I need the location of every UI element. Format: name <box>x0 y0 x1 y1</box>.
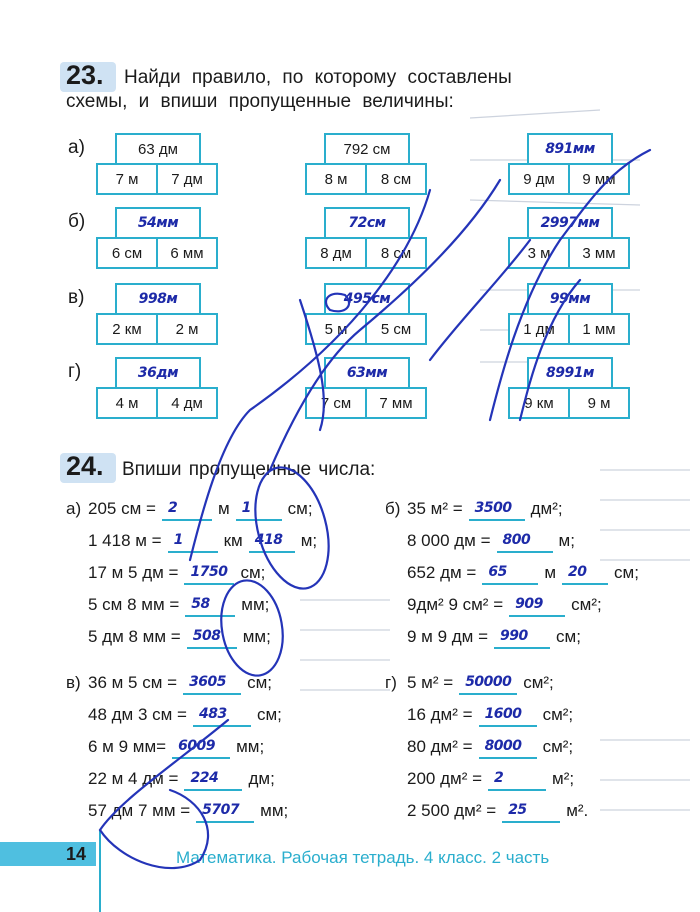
scheme-left-cell: 6 см <box>96 237 158 269</box>
ex24-text: см; <box>614 563 639 582</box>
scheme-top-text: 54мм <box>137 215 179 231</box>
scheme-top-text: 891мм <box>545 141 595 157</box>
ex24-text: см; <box>247 673 272 692</box>
ex24-text: 9дм² 9 см² = <box>407 595 504 614</box>
scheme-right-cell: 8 см <box>365 237 427 269</box>
scheme-right-cell: 9 м <box>568 387 630 419</box>
ex24-text: м; <box>300 531 318 550</box>
ex24-text: 16 дм² = <box>407 705 473 724</box>
scheme-right-cell: 2 м <box>156 313 218 345</box>
ex24-section-label: б) <box>385 499 401 518</box>
ex24-text: 35 м² = <box>407 499 463 518</box>
ex23-row-label: г) <box>68 361 82 382</box>
ex24-text: 48 дм 3 см = <box>88 705 187 724</box>
ex24-section-label: в) <box>66 673 81 692</box>
ex24-text: см²; <box>523 673 554 692</box>
scheme-left-cell: 7 см <box>305 387 367 419</box>
ex24-text: 57 дм 7 мм = <box>88 801 191 820</box>
scheme-top-text: 63мм <box>346 365 388 381</box>
scheme-right-cell: 3 мм <box>568 237 630 269</box>
scheme-right-cell: 7 дм <box>156 163 218 195</box>
handwritten-answer: 1600 <box>484 706 522 722</box>
scheme-right-cell: 9 мм <box>568 163 630 195</box>
ex24-section-label: г) <box>385 673 397 692</box>
ex24-text: 5 м² = <box>407 673 454 692</box>
scheme-top-answer[interactable] <box>527 207 613 239</box>
handwritten-answer: 483 <box>198 706 227 722</box>
scheme-top-answer[interactable] <box>115 357 201 389</box>
ex23-row-label: в) <box>68 287 85 308</box>
ex24-text: 1 418 м = <box>88 531 162 550</box>
ex24-text: дм²; <box>530 499 563 518</box>
ex24-text: 200 дм² = <box>407 769 483 788</box>
scheme-top-answer[interactable] <box>527 283 613 315</box>
ex24-text: дм; <box>248 769 275 788</box>
ex24-text: 652 дм = <box>407 563 477 582</box>
scheme-top-value <box>324 133 410 165</box>
handwritten-answer: 5707 <box>202 802 240 818</box>
scheme-left-cell: 8 дм <box>305 237 367 269</box>
ex24-text: м <box>217 499 230 518</box>
page-number: 14 <box>66 844 87 864</box>
ex24-section-label: а) <box>66 499 82 518</box>
handwritten-answer: 418 <box>254 532 283 548</box>
handwritten-answer: 1 <box>241 500 251 516</box>
page-margin-line <box>99 830 101 912</box>
handwritten-answer: 990 <box>500 628 528 644</box>
scheme-left-cell: 9 км <box>508 387 570 419</box>
scheme-left-cell: 2 км <box>96 313 158 345</box>
handwritten-answer: 6009 <box>178 738 216 754</box>
ex24-text: 80 дм² = <box>407 737 473 756</box>
exercise-23-text-line2: схемы, и впиши пропущенные величины: <box>66 91 454 112</box>
ex24-text: см; <box>556 627 581 646</box>
ex24-text: м². <box>566 801 589 820</box>
scheme-left-cell: 3 м <box>508 237 570 269</box>
handwritten-answer: 20 <box>568 564 587 580</box>
handwritten-answer: 65 <box>488 564 507 580</box>
scheme-top-text: 72см <box>348 215 386 231</box>
scheme-left-cell: 1 дм <box>508 313 570 345</box>
handwritten-answer: 50000 <box>465 674 512 690</box>
scheme-top-text: 63 дм <box>138 140 178 158</box>
ex24-text: км <box>223 531 243 550</box>
exercise-24-number: 24. <box>66 451 104 481</box>
scheme-top-answer[interactable] <box>324 283 410 315</box>
exercise-24-title: Впиши пропущенные числа: <box>122 459 376 480</box>
scheme-top-answer[interactable] <box>527 357 613 389</box>
scheme-left-cell: 9 дм <box>508 163 570 195</box>
scheme-top-text: 495см <box>343 291 391 307</box>
scheme-top-answer[interactable] <box>115 283 201 315</box>
ex24-text: см²; <box>542 737 574 756</box>
scheme-left-cell: 4 м <box>96 387 158 419</box>
scheme-top-text: 998м <box>138 291 178 307</box>
ex24-text: см; <box>287 499 313 518</box>
exercise-23-number: 23. <box>66 60 104 90</box>
ex24-text: м <box>544 563 557 582</box>
handwritten-answer: 909 <box>515 596 543 612</box>
scheme-right-cell: 5 см <box>365 313 427 345</box>
scheme-top-text: 8991м <box>546 365 594 381</box>
handwritten-answer: 25 <box>508 802 527 818</box>
scheme-top-text: 36дм <box>137 365 179 381</box>
scheme-right-cell: 1 мм <box>568 313 630 345</box>
ex24-text: мм; <box>236 737 265 756</box>
ex24-text: м²; <box>552 769 575 788</box>
scheme-top-text: 792 см <box>343 140 391 158</box>
ex24-text: 36 м 5 см = <box>88 673 178 692</box>
scheme-top-text: 2997мм <box>540 215 600 231</box>
exercise-23-text-line1: Найди правило, по которому составлены <box>124 67 512 88</box>
ex24-text: 205 см = <box>88 499 156 518</box>
ex24-text: мм; <box>241 595 270 614</box>
scheme-left-cell: 8 м <box>305 163 367 195</box>
ex23-row-label: а) <box>68 137 85 158</box>
book-title: Математика. Рабочая тетрадь. 4 класс. 2 часть <box>176 848 550 867</box>
ex24-text: см; <box>240 563 266 582</box>
scheme-top-text: 99мм <box>549 291 591 307</box>
handwritten-answer: 3500 <box>474 500 512 516</box>
scheme-left-cell: 7 м <box>96 163 158 195</box>
ex24-text: мм; <box>242 627 271 646</box>
handwritten-answer: 1 <box>173 532 183 548</box>
handwritten-answer: 2 <box>494 770 504 786</box>
scheme-top-answer[interactable] <box>115 207 201 239</box>
scheme-top-answer[interactable] <box>527 133 613 165</box>
ex24-text: 6 м 9 мм= <box>88 737 167 756</box>
scheme-right-cell: 8 см <box>365 163 427 195</box>
ex24-text: 5 дм 8 мм = <box>88 627 181 646</box>
ex24-text: 5 см 8 мм = <box>88 595 180 614</box>
handwritten-answer: 508 <box>192 628 221 644</box>
handwritten-answer: 224 <box>190 770 219 786</box>
scheme-right-cell: 4 дм <box>156 387 218 419</box>
ex24-text: 9 м 9 дм = <box>407 627 489 646</box>
scheme-right-cell: 7 мм <box>365 387 427 419</box>
scheme-top-answer[interactable] <box>324 357 410 389</box>
ex24-text: см; <box>256 705 282 724</box>
ex24-text: 17 м 5 дм = <box>88 563 179 582</box>
ex24-text: м; <box>558 531 575 550</box>
scheme-left-cell: 5 м <box>305 313 367 345</box>
handwritten-answer: 58 <box>191 596 210 612</box>
scheme-top-answer[interactable] <box>324 207 410 239</box>
handwritten-answer: 2 <box>167 500 178 516</box>
handwritten-answer: 3605 <box>189 674 227 690</box>
scheme-top-value <box>115 133 201 165</box>
handwritten-answer: 8000 <box>484 738 522 754</box>
handwritten-answer: 800 <box>502 532 531 548</box>
handwritten-answer: 1750 <box>190 564 228 580</box>
ex24-text: 2 500 дм² = <box>407 801 497 820</box>
scheme-right-cell: 6 мм <box>156 237 218 269</box>
ex24-text: 22 м 4 дм = <box>88 769 179 788</box>
ex24-text: см²; <box>571 595 602 614</box>
ex23-row-label: б) <box>68 211 86 232</box>
ex24-text: см²; <box>542 705 574 724</box>
ex24-text: мм; <box>260 801 289 820</box>
ex24-text: 8 000 дм = <box>407 531 491 550</box>
